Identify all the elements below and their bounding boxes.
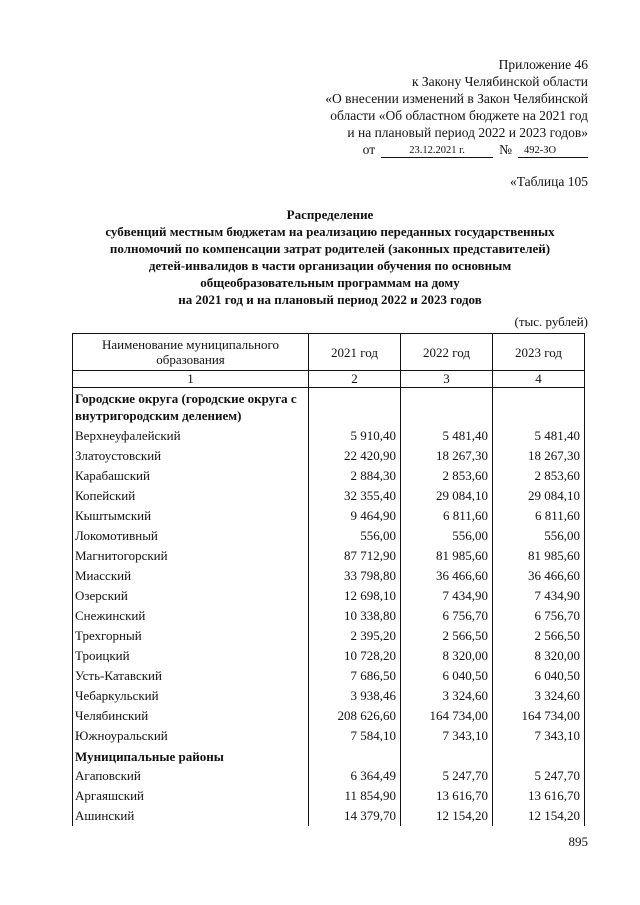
title-line: на 2021 год и на плановый период 2022 и 2023 годов [178, 292, 482, 307]
value-2023: 2 853,60 [493, 466, 585, 486]
title-line: Распределение [286, 207, 374, 222]
units-label: (тыс. рублей) [514, 314, 588, 329]
empty-cell [401, 388, 493, 427]
value-2021: 22 420,90 [309, 446, 401, 466]
value-2023: 13 616,70 [493, 786, 585, 806]
empty-cell [493, 746, 585, 766]
municipality-name: Усть-Катавский [73, 666, 309, 686]
municipality-name: Снежинский [73, 606, 309, 626]
table-row [73, 466, 585, 486]
law-date: 23.12.2021 г. [381, 144, 493, 158]
empty-cell [493, 388, 585, 427]
municipality-name: Златоустовский [73, 446, 309, 466]
municipality-name: Ашинский [73, 806, 309, 826]
column-number: 4 [493, 371, 585, 388]
value-2021: 12 698,10 [309, 586, 401, 606]
value-2023: 7 343,10 [493, 726, 585, 746]
law-title-line: и на плановый период 2022 и 2023 годов» [347, 125, 588, 140]
municipality-name: Аргаяшский [73, 786, 309, 806]
appendix-header [268, 56, 588, 158]
value-2022: 5 247,70 [401, 766, 493, 786]
municipality-name: Локомотивный [73, 526, 309, 546]
value-2022: 29 084,10 [401, 486, 493, 506]
value-2021: 33 798,80 [309, 566, 401, 586]
section-title: Муниципальные районы [73, 746, 309, 766]
number-prefix: № [499, 142, 512, 157]
value-2023: 5 247,70 [493, 766, 585, 786]
table-row [73, 526, 585, 546]
section-row [73, 746, 585, 766]
table-row [73, 666, 585, 686]
value-2021: 7 584,10 [309, 726, 401, 746]
municipality-name: Трехгорный [73, 626, 309, 646]
value-2022: 6 811,60 [401, 506, 493, 526]
title-line: полномочий по компенсации затрат родителей (законных представителей) [109, 241, 551, 256]
value-2021: 556,00 [309, 526, 401, 546]
value-2022: 2 853,60 [401, 466, 493, 486]
header-row [73, 334, 585, 371]
table-reference: «Таблица 105 [510, 174, 588, 189]
municipality-name: Магнитогорский [73, 546, 309, 566]
value-2022: 164 734,00 [401, 706, 493, 726]
column-number: 1 [73, 371, 309, 388]
empty-cell [309, 746, 401, 766]
value-2023: 6 756,70 [493, 606, 585, 626]
law-title-line: «О внесении изменений в Закон Челябинской [325, 91, 588, 106]
municipality-name: Озерский [73, 586, 309, 606]
column-number-row [73, 371, 585, 388]
value-2022: 6 040,50 [401, 666, 493, 686]
municipality-name: Верхнеуфалейский [73, 426, 309, 446]
table-body [73, 371, 585, 827]
subsidy-table [72, 333, 585, 826]
table-row [73, 686, 585, 706]
value-2021: 6 364,49 [309, 766, 401, 786]
value-2023: 8 320,00 [493, 646, 585, 666]
title-line: детей-инвалидов в части организации обучения по основным [148, 258, 512, 273]
value-2023: 556,00 [493, 526, 585, 546]
section-row [73, 388, 585, 427]
value-2022: 2 566,50 [401, 626, 493, 646]
page-number: 895 [568, 834, 588, 849]
value-2021: 7 686,50 [309, 666, 401, 686]
municipality-name: Кыштымский [73, 506, 309, 526]
value-2021: 2 884,30 [309, 466, 401, 486]
column-header-2023: 2023 год [493, 334, 585, 371]
municipality-name: Миасский [73, 566, 309, 586]
value-2023: 2 566,50 [493, 626, 585, 646]
value-2022: 6 756,70 [401, 606, 493, 626]
value-2023: 6 811,60 [493, 506, 585, 526]
municipality-name: Челябинский [73, 706, 309, 726]
municipality-name: Агаповский [73, 766, 309, 786]
value-2021: 10 338,80 [309, 606, 401, 626]
column-number: 3 [401, 371, 493, 388]
value-2021: 208 626,60 [309, 706, 401, 726]
value-2022: 7 434,90 [401, 586, 493, 606]
municipality-name: Карабашский [73, 466, 309, 486]
table-row [73, 606, 585, 626]
empty-cell [401, 746, 493, 766]
table-row [73, 566, 585, 586]
table-row [73, 506, 585, 526]
value-2022: 556,00 [401, 526, 493, 546]
value-2023: 81 985,60 [493, 546, 585, 566]
title-line: субвенций местным бюджетам на реализацию переданных государственных [105, 224, 555, 239]
value-2021: 9 464,90 [309, 506, 401, 526]
table-row [73, 646, 585, 666]
date-number-line [268, 141, 588, 158]
value-2021: 10 728,20 [309, 646, 401, 666]
law-title-line: области «Об областном бюджете на 2021 год [330, 108, 588, 123]
document-title [60, 206, 600, 308]
column-header-name: Наименование муниципального образования [73, 334, 309, 371]
value-2021: 32 355,40 [309, 486, 401, 506]
title-line: общеобразовательным программам на дому [200, 275, 460, 290]
value-2023: 18 267,30 [493, 446, 585, 466]
value-2022: 12 154,20 [401, 806, 493, 826]
table-row [73, 786, 585, 806]
value-2021: 87 712,90 [309, 546, 401, 566]
value-2021: 11 854,90 [309, 786, 401, 806]
table-row [73, 426, 585, 446]
value-2022: 18 267,30 [401, 446, 493, 466]
value-2022: 36 466,60 [401, 566, 493, 586]
value-2021: 3 938,46 [309, 686, 401, 706]
column-header-2022: 2022 год [401, 334, 493, 371]
value-2022: 3 324,60 [401, 686, 493, 706]
table-row [73, 726, 585, 746]
table-row [73, 486, 585, 506]
value-2022: 5 481,40 [401, 426, 493, 446]
value-2023: 6 040,50 [493, 666, 585, 686]
table-row [73, 586, 585, 606]
column-header-2021: 2021 год [309, 334, 401, 371]
value-2022: 7 343,10 [401, 726, 493, 746]
table-row [73, 446, 585, 466]
date-prefix: от [362, 142, 376, 157]
value-2023: 7 434,90 [493, 586, 585, 606]
value-2021: 2 395,20 [309, 626, 401, 646]
value-2022: 13 616,70 [401, 786, 493, 806]
column-number: 2 [309, 371, 401, 388]
value-2023: 12 154,20 [493, 806, 585, 826]
municipality-name: Копейский [73, 486, 309, 506]
table-row [73, 626, 585, 646]
value-2023: 5 481,40 [493, 426, 585, 446]
value-2023: 3 324,60 [493, 686, 585, 706]
law-line: к Закону Челябинской области [411, 74, 588, 89]
value-2023: 29 084,10 [493, 486, 585, 506]
municipality-name: Троицкий [73, 646, 309, 666]
value-2022: 8 320,00 [401, 646, 493, 666]
value-2021: 5 910,40 [309, 426, 401, 446]
table-row [73, 706, 585, 726]
municipality-name: Чебаркульский [73, 686, 309, 706]
municipality-name: Южноуральский [73, 726, 309, 746]
law-number: 492-ЗО [518, 144, 588, 158]
value-2023: 36 466,60 [493, 566, 585, 586]
table-row [73, 546, 585, 566]
value-2023: 164 734,00 [493, 706, 585, 726]
section-title: Городские округа (городские округа с внутригородским делением) [73, 388, 309, 427]
table-row [73, 766, 585, 786]
table-row [73, 806, 585, 826]
appendix-line: Приложение 46 [498, 57, 588, 72]
value-2022: 81 985,60 [401, 546, 493, 566]
value-2021: 14 379,70 [309, 806, 401, 826]
empty-cell [309, 388, 401, 427]
